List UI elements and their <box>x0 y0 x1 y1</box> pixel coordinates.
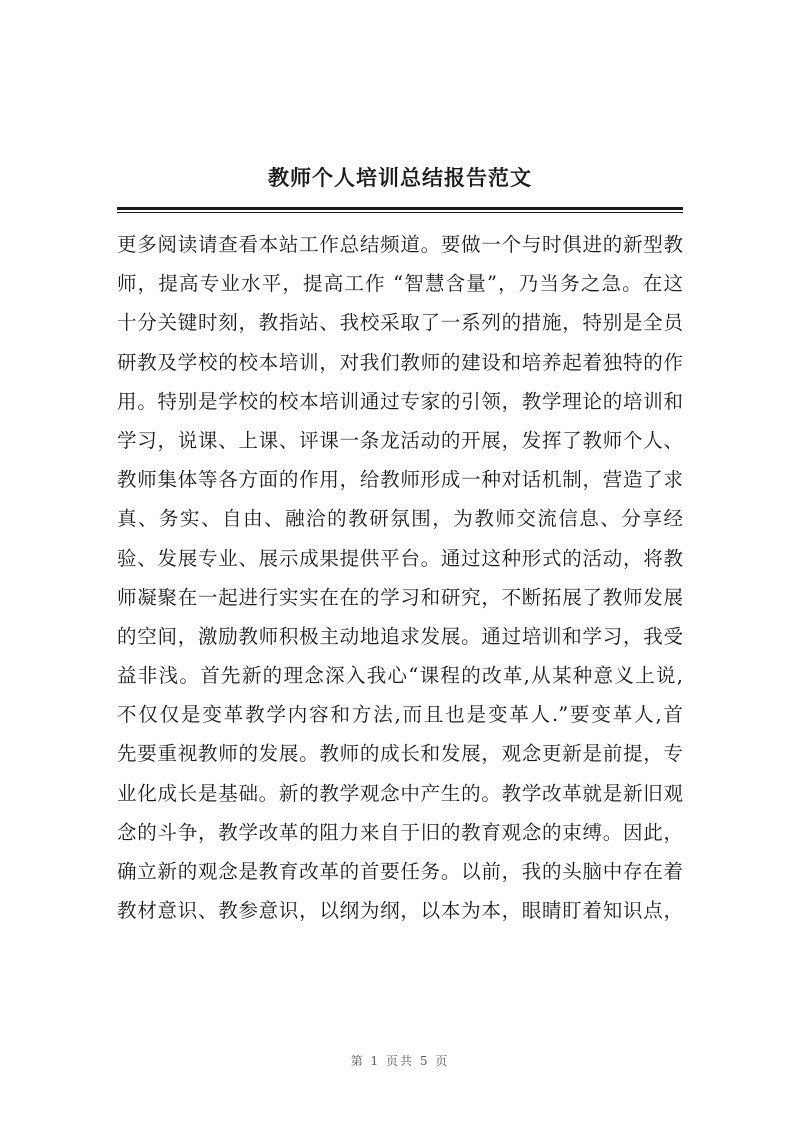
body-line: 更多阅读请查看本站工作总结频道。要做一个与时俱进的新型教 <box>117 233 683 256</box>
body-line: 学习，说课、上课、评课一条龙活动的开展，发挥了教师个人、 <box>117 428 683 452</box>
body-line: 教材意识、教参意识，以纲为纲，以本为本，眼睛盯着知识点， <box>117 899 683 923</box>
document-title: 教师个人培训总结报告范文 <box>268 165 532 190</box>
page-number-footer: 第 1 页共 5 页 <box>350 1054 450 1068</box>
document-body <box>117 225 683 930</box>
body-line: 确立新的观念是教育改革的首要任务。以前，我的头脑中存在着 <box>117 860 683 883</box>
body-line: 教师集体等各方面的作用，给教师形成一种对话机制，营造了求 <box>117 468 683 492</box>
body-line: 不仅仅是变革教学内容和方法,而且也是变革人.”要变革人,首 <box>117 703 683 727</box>
body-line: 师凝聚在一起进行实实在在的学习和研究，不断拓展了教师发展 <box>117 585 683 609</box>
title-underline-thin <box>117 212 683 213</box>
body-line: 业化成长是基础。新的教学观念中产生的。教学改革就是新旧观 <box>117 781 683 805</box>
body-line: 十分关键时刻，教指站、我校采取了一系列的措施，特别是全员 <box>117 311 683 335</box>
title-underline-thick <box>117 207 683 210</box>
body-line: 的空间，激励教师积极主动地追求发展。通过培训和学习，我受 <box>117 624 683 648</box>
body-line: 真、务实、自由、融洽的教研氛围，为教师交流信息、分享经 <box>117 507 683 531</box>
body-line: 先要重视教师的发展。教师的成长和发展，观念更新是前提，专 <box>117 742 683 766</box>
body-line: 益非浅。首先新的理念深入我心“课程的改革,从某种意义上说, <box>117 664 683 688</box>
body-line: 用。特别是学校的校本培训通过专家的引领，教学理论的培训和 <box>117 389 683 413</box>
body-line: 师，提高专业水平，提高工作 “智慧含量”，乃当务之急。在这 <box>117 272 683 296</box>
body-line: 研教及学校的校本培训，对我们教师的建设和培养起着独特的作 <box>117 350 683 374</box>
body-line: 念的斗争，教学改革的阻力来自于旧的教育观念的束缚。因此， <box>117 820 683 844</box>
body-line: 验、发展专业、展示成果提供平台。通过这种形式的活动，将教 <box>117 546 683 570</box>
